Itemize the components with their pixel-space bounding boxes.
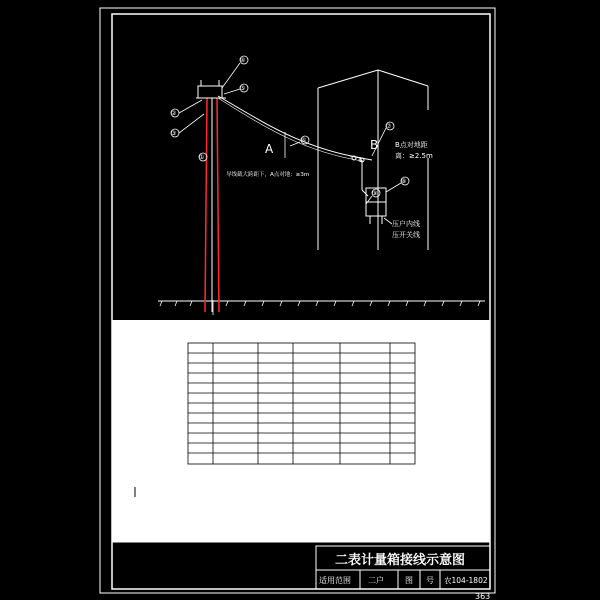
scope-label: 适用范围 [319, 576, 351, 585]
utility-pole [205, 98, 219, 315]
service-wire [218, 96, 362, 158]
ground-hatch [160, 301, 480, 306]
box-note-line1: 压户内线 [392, 220, 420, 228]
title-text: 二表计量箱接线示意图 [335, 553, 466, 568]
b-note-line2: 离：≥2.5m [395, 152, 433, 160]
pole-crossarm [196, 80, 226, 98]
callout-5: ⑤ [240, 85, 246, 92]
b-note-line1: B点对地距 [395, 141, 428, 149]
page-number: 363 [475, 592, 491, 600]
callout-1: ① [199, 154, 205, 161]
service-wire-2 [218, 98, 362, 161]
callout-7: ⑦ [386, 123, 392, 130]
number-label: 号 [426, 576, 434, 585]
callout-10: ⑩ [358, 158, 363, 164]
callout-4: ④ [240, 57, 246, 64]
drawing-label: 图 [405, 576, 413, 585]
callout-3: ③ [171, 130, 177, 137]
point-a-label: A [265, 142, 274, 156]
scope-value: 二户 [368, 576, 384, 585]
box-note-line2: 压开关线 [392, 231, 420, 239]
point-b-label: B [370, 138, 379, 152]
callout-2: ② [171, 110, 177, 117]
callout-9: ⑨ [372, 190, 378, 197]
callout-8: ⑧ [401, 178, 407, 185]
callout-6: ⑥ [301, 137, 307, 144]
number-value: 农104-1802 [444, 576, 488, 585]
pole-note: 导线截大跨距下，A点对地：≥3m [226, 172, 310, 178]
